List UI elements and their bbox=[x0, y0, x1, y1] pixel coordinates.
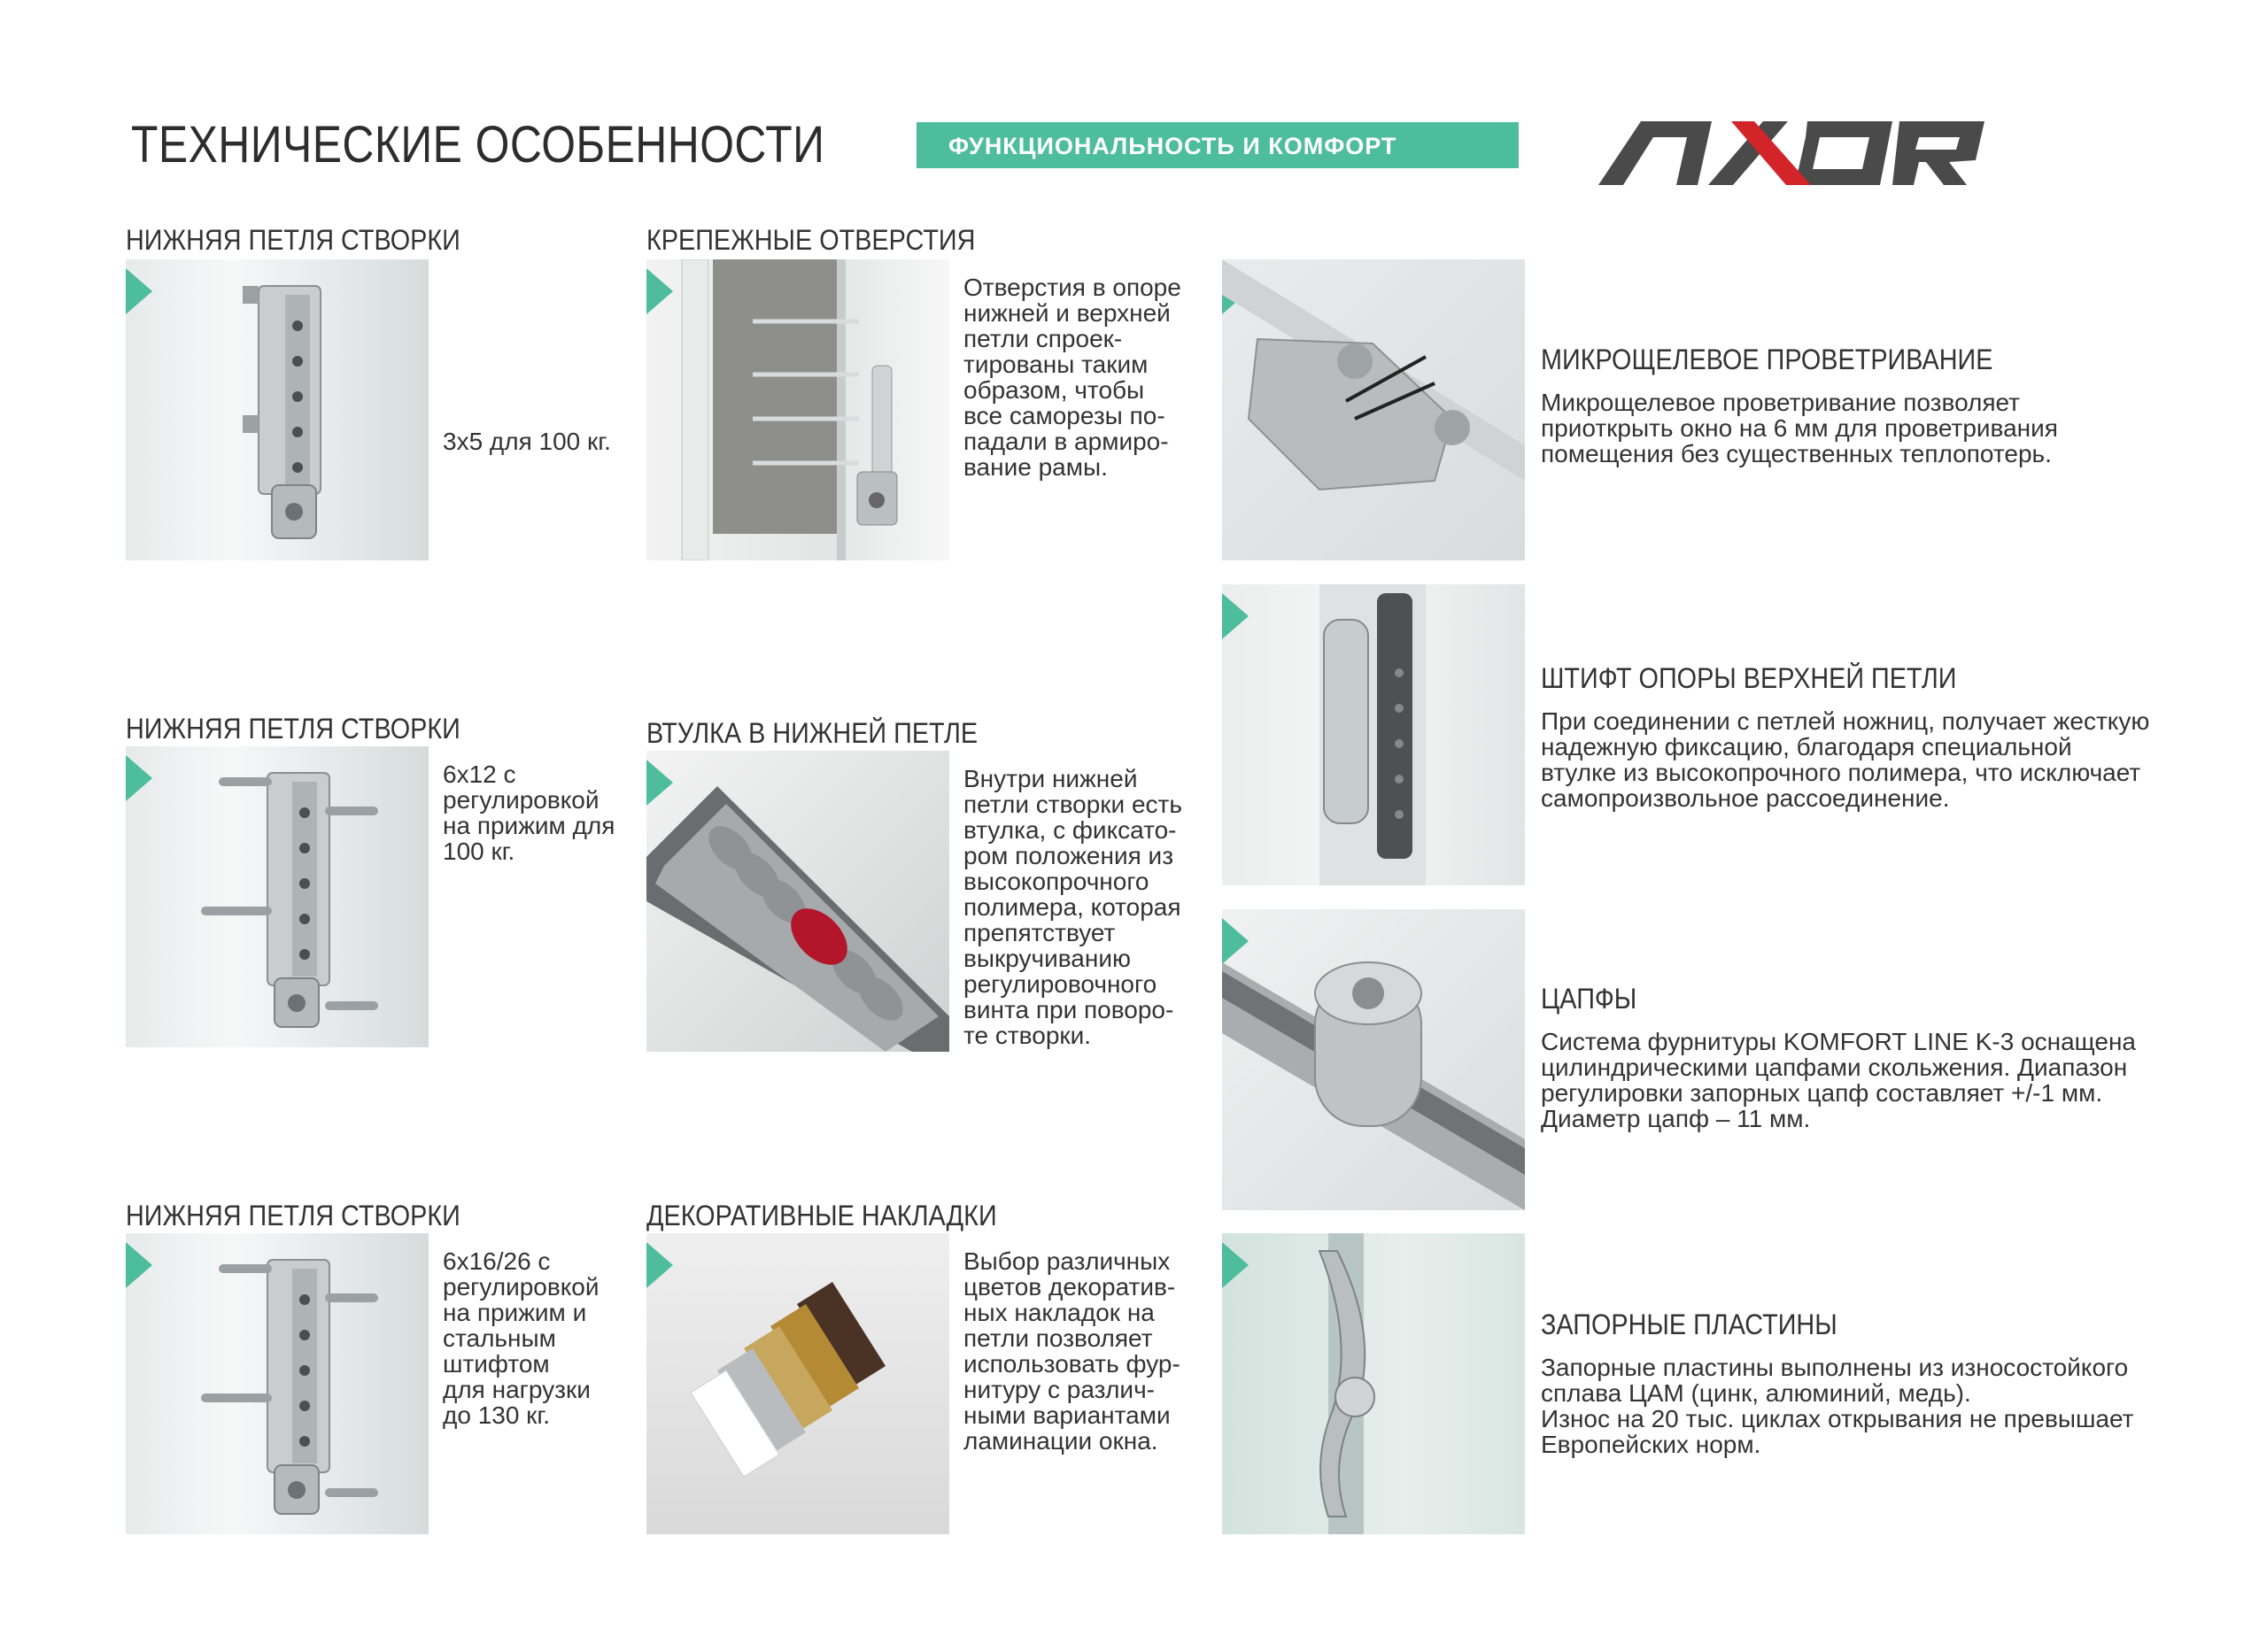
desc-line: полимера, которая bbox=[963, 893, 1181, 921]
desc-line: регулировкой bbox=[443, 786, 600, 814]
desc-line: Запорные пластины выполнены из износостойкого bbox=[1541, 1354, 2129, 1381]
desc-line: 6x12 с bbox=[443, 760, 516, 788]
desc-line: падали в армиро- bbox=[963, 428, 1169, 455]
desc-line: использовать фур- bbox=[963, 1350, 1180, 1378]
desc-line: те створки. bbox=[963, 1022, 1092, 1049]
page-title: ТЕХНИЧЕСКИЕ ОСОБЕННОСТИ bbox=[131, 116, 825, 174]
desc-line: приоткрыть окно на 6 мм для проветривания bbox=[1541, 414, 2058, 442]
desc-line: ламинации окна. bbox=[963, 1427, 1158, 1455]
desc-line: на прижим для bbox=[443, 812, 615, 839]
desc-line: Выбор различных bbox=[963, 1247, 1171, 1275]
desc-line: петли створки есть bbox=[963, 791, 1182, 818]
mount-holes-photo bbox=[646, 259, 949, 560]
mount-holes-desc bbox=[963, 274, 1181, 480]
desc-line: стальным bbox=[443, 1324, 556, 1352]
desc-line: петли позволяет bbox=[963, 1324, 1153, 1352]
bushing-desc bbox=[963, 766, 1182, 1048]
desc-line: Диаметр цапф – 11 мм. bbox=[1541, 1105, 1811, 1132]
trunnions-desc bbox=[1541, 1029, 2136, 1131]
desc-line: петли спроек- bbox=[963, 325, 1123, 352]
desc-line: Микрощелевое проветривание позволяет bbox=[1541, 389, 2020, 416]
hinge-2-heading: НИЖНЯЯ ПЕТЛЯ СТВОРКИ bbox=[126, 713, 460, 745]
desc-line: ными вариантами bbox=[963, 1401, 1171, 1429]
bushing-heading: ВТУЛКА В НИЖНЕЙ ПЕТЛЕ bbox=[646, 717, 979, 749]
desc-line: втулке из высокопрочного полимера, что исключает bbox=[1541, 759, 2141, 786]
desc-line: При соединении с петлей ножниц, получает жесткую bbox=[1541, 707, 2150, 735]
axor-logo bbox=[1598, 118, 2085, 189]
desc-line: штифтом bbox=[443, 1350, 550, 1378]
trunnions-heading: ЦАПФЫ bbox=[1541, 983, 1637, 1015]
top-pin-photo bbox=[1222, 584, 1525, 885]
desc-line: высокопрочного bbox=[963, 868, 1149, 895]
desc-line: Система фурнитуры KOMFORT LINE K-3 оснащена bbox=[1541, 1028, 2136, 1055]
micro-vent-photo bbox=[1222, 259, 1525, 560]
desc-line: регулировочного bbox=[963, 970, 1157, 998]
desc-line: Износ на 20 тыс. циклах открывания не превышает bbox=[1541, 1405, 2134, 1432]
desc-line: ных накладок на bbox=[963, 1299, 1155, 1326]
bushing-photo bbox=[646, 751, 949, 1052]
hinge-3-heading: НИЖНЯЯ ПЕТЛЯ СТВОРКИ bbox=[126, 1200, 460, 1231]
desc-line: самопроизвольное рассоединение. bbox=[1541, 784, 1950, 812]
decor-covers-desc bbox=[963, 1248, 1180, 1454]
hinge-1-desc bbox=[443, 428, 611, 454]
hinge-2-desc bbox=[443, 761, 615, 864]
desc-line: помещения без существенных теплопотерь. bbox=[1541, 440, 2052, 467]
micro-vent-heading: МИКРОЩЕЛЕВОЕ ПРОВЕТРИВАНИЕ bbox=[1541, 344, 1993, 375]
desc-line: сплава ЦАМ (цинк, алюминий, медь). bbox=[1541, 1379, 1971, 1407]
top-pin-heading: ШТИФТ ОПОРЫ ВЕРХНЕЙ ПЕТЛИ bbox=[1541, 662, 1957, 694]
desc-line: препятствует bbox=[963, 919, 1116, 946]
desc-line: образом, чтобы bbox=[963, 376, 1145, 404]
desc-line: Отверстия в опоре bbox=[963, 274, 1181, 301]
hinge-3-photo bbox=[126, 1233, 429, 1534]
desc-line: регулировкой bbox=[443, 1273, 600, 1301]
strike-plates-heading: ЗАПОРНЫЕ ПЛАСТИНЫ bbox=[1541, 1308, 1837, 1340]
subtitle-banner bbox=[917, 122, 1519, 168]
desc-line: 3x5 для 100 кг. bbox=[443, 428, 611, 455]
trunnions-photo bbox=[1222, 909, 1525, 1210]
desc-line: ром положения из bbox=[963, 842, 1174, 869]
desc-line: цветов декоратив- bbox=[963, 1273, 1176, 1301]
desc-line: Европейских норм. bbox=[1541, 1431, 1761, 1458]
desc-line: 6x16/26 с bbox=[443, 1247, 551, 1275]
desc-line: винта при поворо- bbox=[963, 996, 1174, 1023]
strike-plates-desc bbox=[1541, 1355, 2133, 1457]
desc-line: вание рамы. bbox=[963, 453, 1108, 481]
subtitle-text: ФУНКЦИОНАЛЬНОСТЬ И КОМФОРТ bbox=[948, 133, 1397, 159]
desc-line: для нагрузки bbox=[443, 1376, 591, 1403]
micro-vent-desc bbox=[1541, 390, 2058, 467]
strike-plates-photo bbox=[1222, 1233, 1525, 1534]
desc-line: тированы таким bbox=[963, 351, 1149, 378]
desc-line: 100 кг. bbox=[443, 838, 515, 865]
hinge-1-heading: НИЖНЯЯ ПЕТЛЯ СТВОРКИ bbox=[126, 224, 460, 256]
mount-holes-heading: КРЕПЕЖНЫЕ ОТВЕРСТИЯ bbox=[646, 224, 976, 256]
hinge-2-photo bbox=[126, 746, 429, 1047]
desc-line: Внутри нижней bbox=[963, 765, 1138, 792]
desc-line: на прижим и bbox=[443, 1299, 587, 1326]
decor-covers-photo bbox=[646, 1233, 949, 1534]
desc-line: втулка, с фиксато- bbox=[963, 816, 1177, 844]
hinge-1-photo bbox=[126, 259, 429, 560]
desc-line: цилиндрическими цапфами скольжения. Диапазон bbox=[1541, 1054, 2128, 1081]
desc-line: выкручиванию bbox=[963, 945, 1131, 972]
hinge-3-desc bbox=[443, 1248, 600, 1428]
top-pin-desc bbox=[1541, 708, 2149, 811]
desc-line: нитуру с различ- bbox=[963, 1376, 1155, 1403]
desc-line: нижней и верхней bbox=[963, 299, 1171, 327]
desc-line: все саморезы по- bbox=[963, 402, 1165, 429]
desc-line: регулировки запорных цапф составляет +/-1 мм. bbox=[1541, 1079, 2103, 1107]
desc-line: до 130 кг. bbox=[443, 1401, 551, 1429]
desc-line: надежную фиксацию, благодаря специальной bbox=[1541, 733, 2072, 760]
decor-covers-heading: ДЕКОРАТИВНЫЕ НАКЛАДКИ bbox=[646, 1200, 997, 1231]
